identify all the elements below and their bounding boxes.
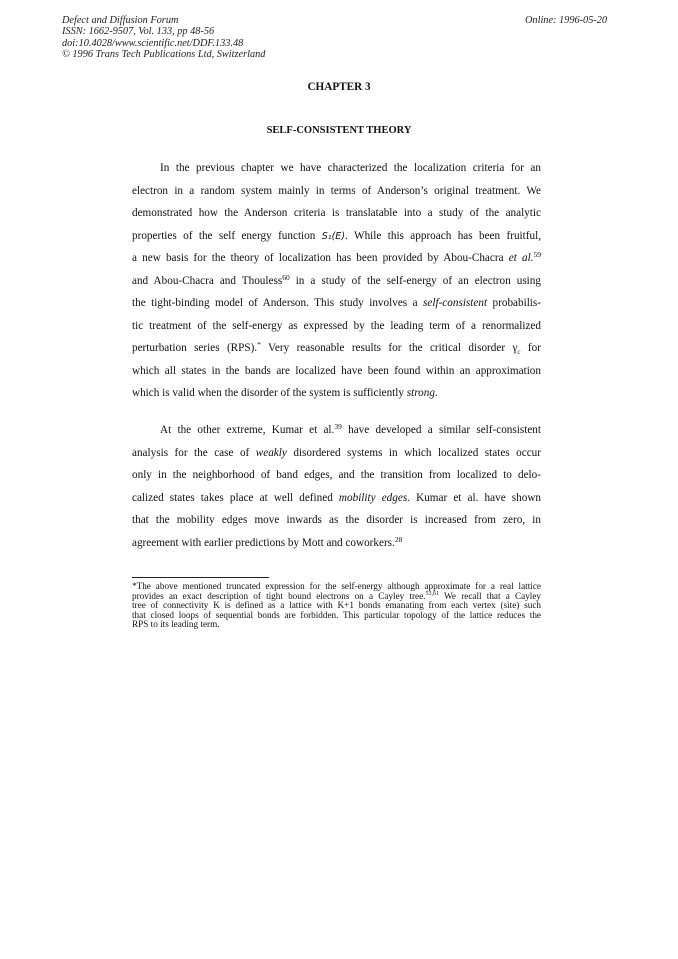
- citation: 39: [334, 422, 342, 431]
- footnote-line: tree of connectivity K is defined as a lattice with K+1 bonds emanating from each vertex (site) such: [132, 600, 541, 611]
- journal-header: [62, 15, 265, 61]
- text-line: calized states takes place at well defined mobility edges. Kumar et al. have shown: [132, 491, 542, 504]
- text-line: electron in a random system mainly in terms of Anderson’s original treatment. We: [132, 184, 541, 197]
- text-line: only in the neighborhood of band edges, and the transition from localized to delo-: [132, 469, 541, 481]
- text-line: perturbation series (RPS).* Very reasonable results for the critical disorder $\gamma_c$ for: [132, 340, 541, 357]
- text-line: which all states in the bands are localized have been found within an approximation: [132, 364, 541, 377]
- footnote-line: provides an exact description of tight bound electrons on a Cayley tree.$^{53,61}$ We recall that a Cayley: [132, 590, 542, 601]
- text-line: agreement with earlier predictions by Mott and coworkers.$^{28}$: [132, 534, 403, 549]
- copyright: © 1996 Trans Tech Publications Ltd, Switzerland: [62, 49, 266, 61]
- text-line: In the previous chapter we have characterized the localization criteria for an: [160, 162, 541, 174]
- text-line: properties of the self energy function S₁(E). While this approach has been fruitful,: [132, 229, 541, 242]
- text-line: the tight-binding model of Anderson. This study involves a self-consistent probabilis-: [132, 297, 541, 309]
- paragraph-1: [132, 157, 541, 405]
- text-line: which is valid when the disorder of the system is sufficiently strong.: [132, 387, 438, 399]
- citation: 59: [533, 250, 541, 259]
- footnote-line: *The above mentioned truncated expression for the self-energy although approximate for a real lattice: [132, 581, 541, 591]
- text-line: demonstrated how the Anderson criteria is translatable into a study of the analytic: [132, 207, 541, 219]
- text-line: a new basis for the theory of localization has been provided by Abou-Chacra et al.$^{59}$: [132, 250, 541, 264]
- footnote-divider: [132, 577, 269, 578]
- citation: 60: [282, 272, 290, 282]
- footnote-line: RPS to its leading term.: [132, 619, 220, 630]
- citation: 28: [394, 534, 403, 544]
- journal-name: Defect and Diffusion Forum: [62, 15, 179, 26]
- text-line: analysis for the case of weakly disordered systems in which localized states occur: [132, 446, 541, 459]
- text-line: tic treatment of the self-energy as expressed by the leading term of a renormalized: [132, 319, 541, 332]
- footnote-marker: *: [257, 340, 261, 349]
- section-title: SELF-CONSISTENT THEORY: [266, 125, 412, 136]
- text-line: that the mobility edges move inwards as the disorder is increased from zero, in: [132, 514, 541, 526]
- issn: ISSN: 1662-9507, Vol. 133, pp 48-56: [62, 26, 215, 38]
- text-line: At the other extreme, Kumar et al.$^{39}$ have developed a similar self-consistent: [160, 422, 541, 436]
- online-date: Online: 1996-05-20: [525, 15, 608, 26]
- footnote: [132, 582, 541, 630]
- doi: doi:10.4028/www.scientific.net/DDF.133.48: [62, 37, 244, 49]
- text-line: and Abou-Chacra and Thouless$^{60}$ in a study of the self-energy of an electron using: [132, 272, 541, 287]
- chapter-heading: CHAPTER 3: [307, 81, 371, 93]
- footnote-line: that closed loops of sequential bonds are forbidden. This particular topology of the lattice reduces the: [132, 609, 541, 620]
- paragraph-2: [132, 419, 541, 554]
- math-s1e: S₁(E): [321, 230, 346, 242]
